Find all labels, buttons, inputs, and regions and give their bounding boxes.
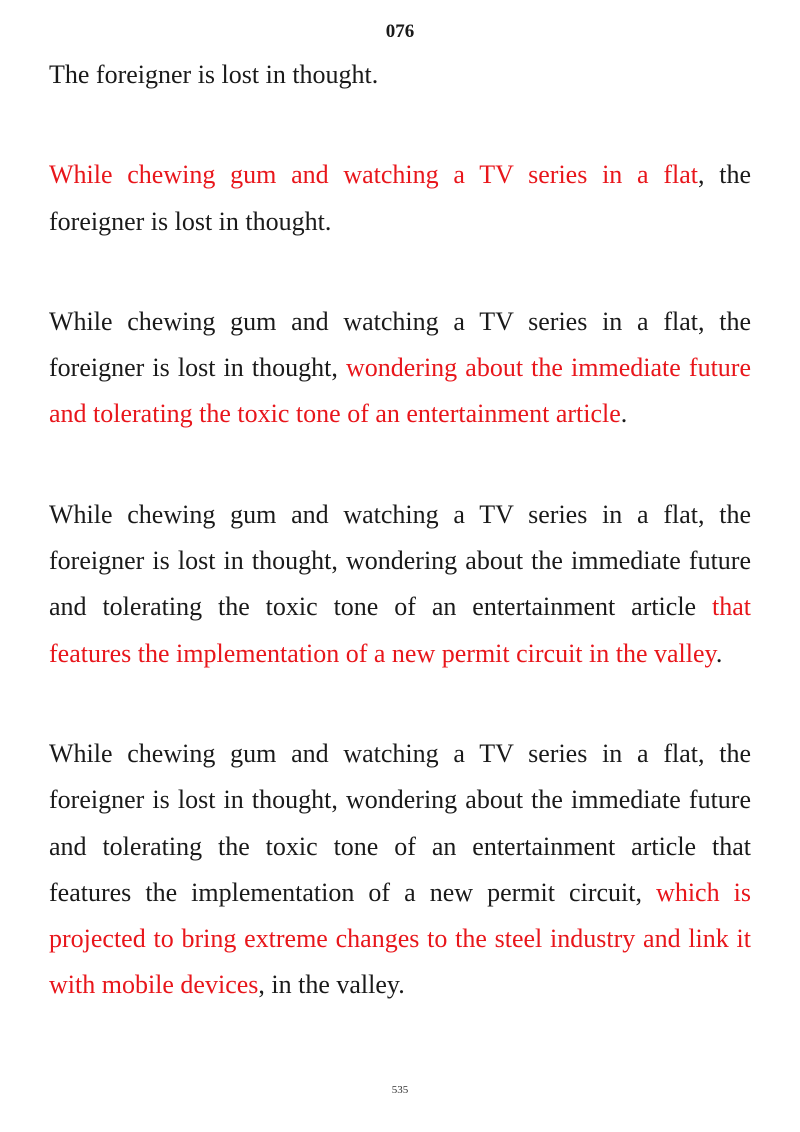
paragraph-segment: While chewing gum and watching a TV series in a flat, the foreigner is lost in thought, wondering about the immediate future and tolerating the toxic tone of an entertainment article — [49, 499, 751, 622]
highlighted-segment: that features the implementation of a new permit circuit in the valley — [49, 592, 751, 668]
highlighted-segment: wondering about the immediate future and tolerating the toxic tone of an entertainment article — [49, 353, 751, 429]
paragraph-segment: While chewing gum and watching a TV series in a flat, the foreigner is lost in thought, — [49, 306, 751, 383]
paragraph-segment: While chewing gum and watching a TV series in a flat, the foreigner is lost in thought, wondering about the immediate future and tolerating the toxic tone of an entertainment article that features the implementation of a new permit circuit, — [49, 738, 751, 907]
paragraph-3 — [49, 299, 751, 438]
paragraph-segment: . — [620, 399, 628, 429]
highlighted-segment: While chewing gum and watching a TV series in a flat — [49, 160, 698, 190]
paragraph-2 — [49, 152, 751, 245]
paragraph-segment: The foreigner is lost in thought. — [49, 60, 379, 89]
paragraph-segment: , in the valley. — [258, 970, 405, 1000]
paragraph-5 — [49, 731, 751, 1009]
paragraph-1 — [49, 52, 751, 98]
paragraph-segment: . — [715, 638, 723, 668]
paragraph-segment: , the foreigner is lost in thought. — [49, 160, 751, 236]
page-number: 535 — [391, 1084, 409, 1096]
section-number: 076 — [385, 21, 415, 42]
paragraph-4 — [49, 492, 751, 677]
highlighted-segment: which is projected to bring extreme changes to the steel industry and link it with mobile devices — [49, 877, 751, 1000]
document-body — [49, 52, 751, 1009]
